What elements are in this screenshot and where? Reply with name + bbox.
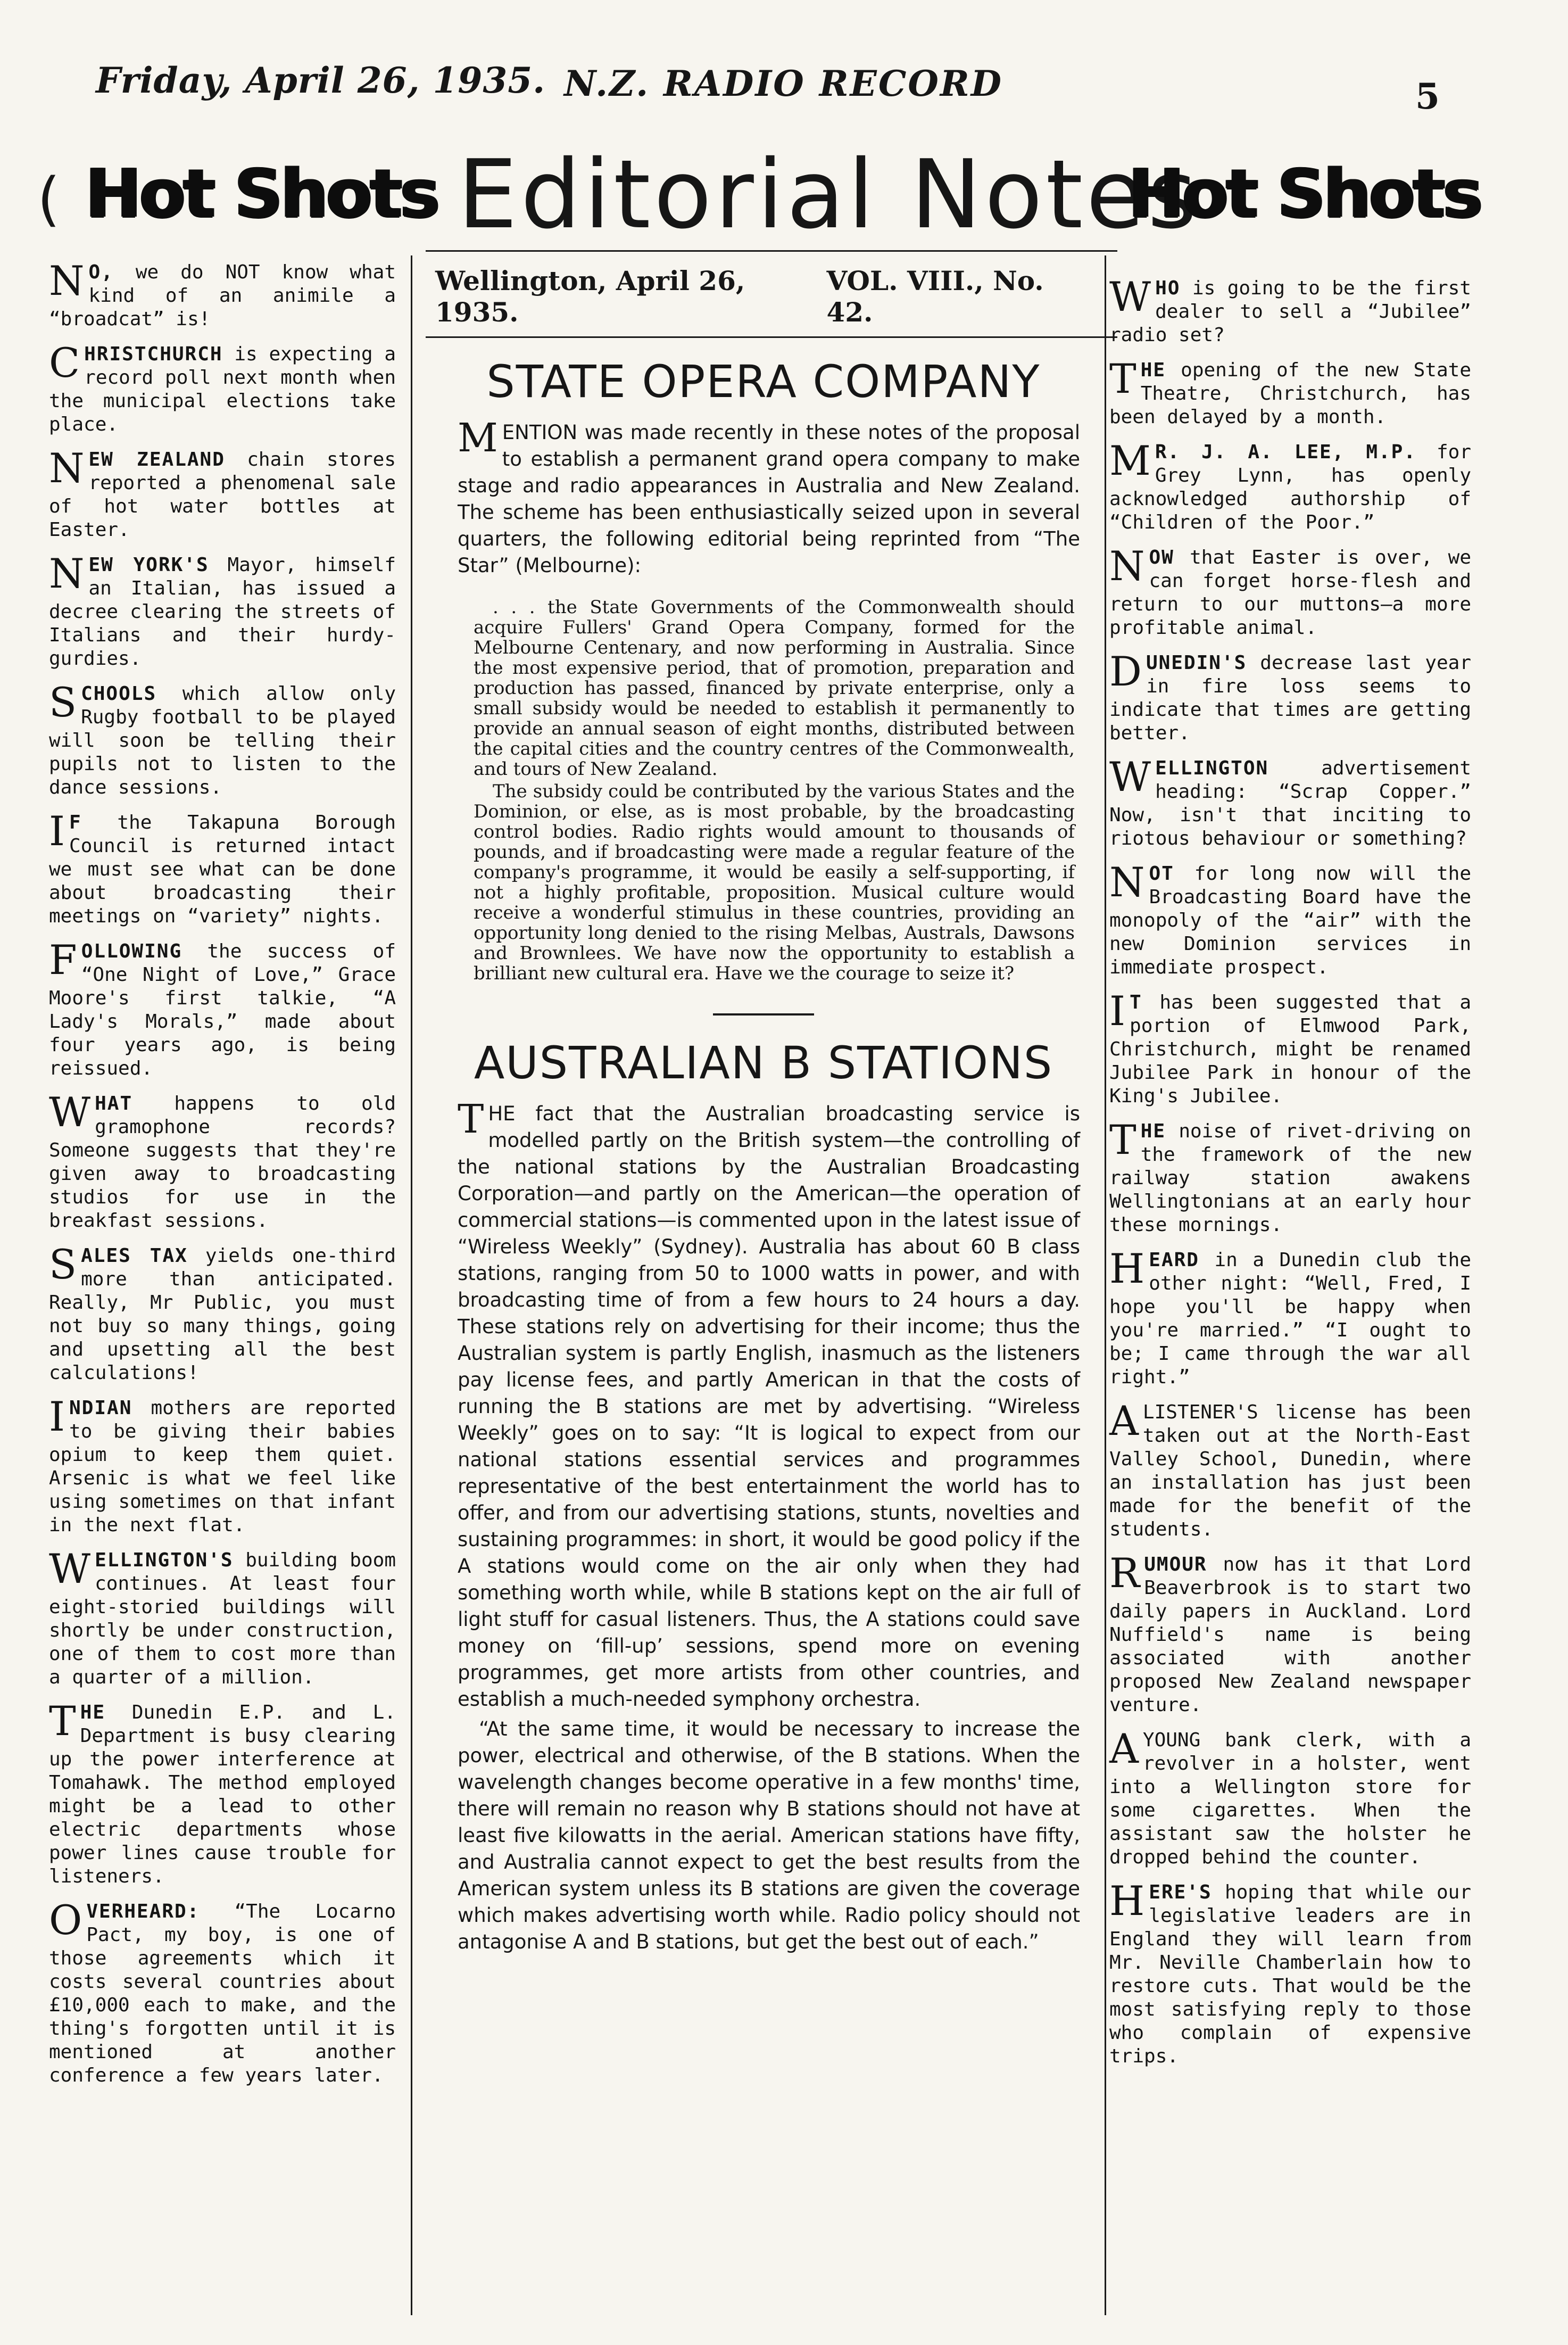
item-text: building boom continues. At least four eight-storied buildings will shortly be under construction, one of them to cost more than a quarter of a million. — [49, 1549, 396, 1688]
item-text: which allow only Rugby football to be played will soon be telling their pupils not to listen to the dance sessions. — [49, 683, 396, 798]
article-text: HE fact that the Australian broadcasting service is modelled partly on the British system—the controlling of the national stations by the Australian Broadcasting Corporation—and partly on the American—the operation of commercial stations—is commented upon in the latest issue of “Wireless Weekly” (Sydney). Australia has about 60 B class stations, ranging from 50 to 1000 watts in power, and with broadcasting time of from a few hours to 24 hours a day. These stations rely on advertising for their income; thus the Australian system is partly English, inasmuch as the listeners pay license fees, and partly American in that the costs of running the B stations are met by advertising. “Wireless Weekly” goes on to say: “It is logical to expect from our national stations essential services and programmes representative of the best entertainment the world has to offer, and from our advertising stations, stunts, novelties and sustaining programmes: in short, it would be good policy if the A stations would come on the air only when they had something worth while, while B stations kept on the air full of light stuff for casual listeners. Thus, the A stations could save money on ‘fill-up’ sessions, spend more on evening programmes, get more artists from other countries, and establish a much-needed symphony orchestra. — [458, 1102, 1080, 1711]
drop-cap: T — [49, 1697, 76, 1745]
item-text: has been suggested that a portion of Elmwood Park, Christchurch, might be renamed Jubilee Park in honour of the King's Jubilee. — [1109, 992, 1471, 1107]
hot-shots-left-column — [49, 257, 396, 2099]
quote-paragraph: . . . the State Governments of the Commonwealth should acquire Fullers' Grand Opera Company, formed for the Melbourne Centenary, and now performing in Australia. Since the most expensive period, that of promotion, preparation and production has passed, financed by private enterprise, only a small subsidy would be needed to establish it permanently to provide an annual season of eight months, distributed between the capital cities and the country centres of the Commonwealth, and tours of New Zealand. — [474, 597, 1075, 780]
editorial-center-column — [426, 261, 1101, 1959]
item-text: Mayor, himself an Italian, has issued a decree clearing the streets of Italians and their hurdy-gurdies. — [49, 554, 396, 670]
news-item — [49, 1088, 396, 1233]
news-item — [1109, 1877, 1471, 2068]
news-item — [1109, 648, 1471, 745]
item-text: noise of rivet-driving on the framework of the new railway station awakens Wellingtonians at an early hour these mornings. — [1109, 1120, 1471, 1236]
article-paragraph — [458, 1096, 1080, 1713]
item-text: hoping that while our legislative leaders are in England they will learn from Mr. Neville Chamberlain how to restore cuts. That would be the most satisfying reply to those who complain of expensive trips. — [1109, 1881, 1471, 2067]
news-item — [1109, 1725, 1471, 1869]
article-state-opera-intro — [426, 415, 1101, 579]
right-column-rule — [1105, 255, 1106, 2315]
item-lead-word: UNEDIN'S — [1146, 652, 1247, 674]
item-lead-word: ELLINGTON'S — [95, 1549, 234, 1571]
drop-cap: S — [49, 1241, 77, 1288]
item-lead-word: HE — [1140, 1120, 1166, 1142]
news-item — [1109, 355, 1471, 429]
drop-cap: D — [1109, 648, 1142, 695]
news-item — [49, 1545, 396, 1689]
news-item — [49, 679, 396, 799]
drop-cap: M — [458, 415, 498, 461]
news-item — [1109, 858, 1471, 979]
dateline-volume: VOL. VIII., No. 42. — [826, 265, 1044, 328]
item-text: is expecting a record poll next month when the municipal elections take place. — [49, 343, 396, 435]
item-text: in a Dunedin club the other night: “Well, Fred, I hope you'll be happy when you're married.” “I ought to be; I came through the war all right.” — [1109, 1249, 1471, 1388]
drop-cap: W — [1109, 273, 1151, 320]
item-lead-word: UMOUR — [1144, 1554, 1207, 1575]
item-lead-word: O, — [88, 261, 114, 283]
item-text: advertisement heading: “Scrap Copper.” Now, isn't that inciting to riotous behaviour or something? — [1109, 757, 1471, 849]
drop-cap: T — [458, 1096, 484, 1142]
news-item — [49, 444, 396, 542]
item-text: YOUNG bank clerk, with a revolver in a holster, went into a Wellington store for some cigarettes. When the assistant saw the holster he dropped behind the counter. — [1109, 1729, 1471, 1868]
item-lead-word: OLLOWING — [81, 940, 182, 962]
item-lead-word: ERE'S — [1149, 1881, 1212, 1903]
item-lead-word: HRISTCHURCH — [84, 343, 223, 365]
news-item — [1109, 1549, 1471, 1717]
news-item — [49, 1896, 396, 2087]
running-header — [0, 49, 1568, 129]
drop-cap: I — [49, 807, 65, 855]
drop-cap: T — [1109, 355, 1136, 402]
page-number: 5 — [1415, 76, 1440, 117]
item-text: chain stores reported a phenomenal sale of hot water bottles at Easter. — [49, 449, 396, 541]
item-text: is going to be the first dealer to sell a “Jubilee” radio set? — [1109, 277, 1471, 346]
drop-cap: H — [1109, 1245, 1145, 1292]
item-text: yields one-third more than anticipated. Really, Mr Public, you must not buy so many things, going and upsetting all the best calculations! — [49, 1245, 396, 1384]
item-text: the success of “One Night of Love,” Grace Moore's first talkie, “A Lady's Morals,” made about four years ago, is being reissued. — [49, 940, 396, 1079]
drop-cap: N — [1109, 858, 1145, 906]
item-text: decrease last year in fire loss seems to indicate that times are getting better. — [1109, 652, 1471, 744]
item-text: for Grey Lynn, has openly acknowledged authorship of “Children of the Poor.” — [1109, 441, 1471, 533]
item-lead-word: HAT — [95, 1093, 133, 1114]
drop-cap: A — [1109, 1725, 1139, 1772]
drop-cap: N — [49, 257, 85, 304]
news-item — [49, 936, 396, 1080]
item-text: happens to old gramophone records? Someone suggests that they're given away to broadcasting studios for use in the breakfast sessions. — [49, 1093, 396, 1232]
item-lead-word: EW YORK'S — [88, 554, 209, 576]
item-lead-word: R. J. A. LEE, M.P. — [1155, 441, 1417, 463]
drop-cap: F — [49, 936, 77, 984]
item-lead-word: OW — [1149, 547, 1174, 568]
drop-cap: S — [49, 679, 77, 726]
item-text: the Takapuna Borough Council is returned intact we must see what can be done about broadcasting their meetings on “variety” nights. — [49, 812, 396, 927]
news-item — [1109, 987, 1471, 1108]
drop-cap: W — [49, 1088, 91, 1136]
hot-shots-banner-right: Hot Shots — [1128, 154, 1481, 233]
news-item — [49, 807, 396, 928]
drop-cap: C — [49, 339, 80, 386]
article-paragraph: “At the same time, it would be necessary to increase the power, electrical and otherwise, of the B stations. When the wavelength changes become operative in a few months' time, there will remain no reason why B stations should not have at least five kilowatts in the aerial. American stations have fifty, and Australia cannot expect to get the best results from the American system unless its B stations are given the coverage which makes advertising worth while. Radio policy should not antagonise A and B stations, but get the best out of each.” — [458, 1718, 1080, 1953]
drop-cap: W — [1109, 753, 1151, 800]
drop-cap: I — [1109, 987, 1126, 1035]
item-text: now has it that Lord Beaverbrook is to start two daily papers in Auckland. Lord Nuffield's name is being associated with another proposed New Zealand newspaper venture. — [1109, 1554, 1471, 1716]
item-lead-word: ELLINGTON — [1155, 757, 1269, 779]
news-item — [49, 257, 396, 331]
news-item — [1109, 542, 1471, 640]
article-separator-rule — [713, 1013, 814, 1015]
item-text: for long now will the Broadcasting Board have the monopoly of the “air” with the new Dominion services in immediate prospect. — [1109, 863, 1471, 978]
item-text: Dunedin E.P. and L. Department is busy clearing up the power interference at Tomahawk. The method employed might be a lead to other electric departments whose power lines cause trouble for listeners. — [49, 1702, 396, 1887]
news-item — [1109, 437, 1471, 534]
item-lead-word: EARD — [1149, 1249, 1199, 1271]
drop-cap: A — [1109, 1397, 1139, 1444]
item-text: that Easter is over, we can forget horse-flesh and return to our muttons—a more profitable animal. — [1109, 547, 1471, 639]
item-lead-word: ALES TAX — [81, 1245, 188, 1267]
masthead-rule — [426, 250, 1117, 252]
item-lead-word: T — [1130, 992, 1142, 1013]
editorial-notes-title: Editorial Notes — [458, 139, 1200, 250]
item-text: mothers are reported to be giving their babies opium to keep them quiet. Arsenic is what we feel like using sometimes on that infant in the next flat. — [49, 1397, 396, 1536]
item-text: LISTENER'S license has been taken out at the North-East Valley School, Dunedin, where an installation has just been made for the benefit of the students. — [1109, 1401, 1471, 1540]
issue-date: Friday, April 26, 1935. — [96, 60, 546, 101]
item-lead-word: HE — [1140, 359, 1166, 381]
item-lead-word: HO — [1155, 277, 1181, 299]
news-item — [49, 339, 396, 436]
item-lead-word: VERHEARD: — [86, 1901, 200, 1922]
news-item — [1109, 1116, 1471, 1237]
drop-cap: H — [1109, 1877, 1145, 1925]
reprinted-editorial-quote — [426, 597, 1101, 984]
news-item — [1109, 1245, 1471, 1389]
item-lead-word: EW ZEALAND — [88, 449, 225, 470]
item-text: we do NOT know what kind of an animile a “broadcat” is! — [49, 261, 396, 330]
quote-paragraph: The subsidy could be contributed by the various States and the Dominion, or else, as is most probable, by the broadcasting control bodies. Radio rights would amount to thousands of pounds, and if broadcasting were made a regular feature of the company's programme, it would be easily a self-supporting, if not a highly profitable, proposition. Musical culture would receive a wonderful stimulus in these countries, providing an opportunity long denied to the rising Melbas, Australs, Dawsons and Brownlees. We have now the opportunity to establish a brilliant new cultural era. Have we the courage to seize it? — [474, 781, 1075, 984]
item-lead-word: F — [69, 812, 82, 833]
hot-shots-right-column — [1109, 273, 1471, 2080]
article-title-state-opera: STATE OPERA COMPANY — [486, 356, 1041, 408]
drop-cap: O — [49, 1896, 82, 1944]
item-lead-word: CHOOLS — [81, 683, 157, 705]
news-item — [1109, 273, 1471, 347]
drop-cap: N — [49, 444, 85, 492]
drop-cap: W — [49, 1545, 91, 1592]
article-b-stations-body — [426, 1096, 1101, 1955]
dateline-place-date: Wellington, April 26, 1935. — [435, 265, 745, 328]
drop-cap: T — [1109, 1116, 1136, 1163]
drop-cap: I — [49, 1393, 65, 1440]
drop-cap: N — [49, 550, 85, 597]
item-text: opening of the new State Theatre, Christchurch, has been delayed by a month. — [1109, 359, 1471, 428]
item-text: “The Locarno Pact, my boy, is one of those agreements which it costs several countries about £10,000 each to make, and the thing's forgotten until it is mentioned at another conference a few years later. — [49, 1901, 396, 2086]
news-item — [49, 550, 396, 671]
article-text: ENTION was made recently in these notes of the proposal to establish a permanent grand opera company to make stage and radio appearances in Australia and New Zealand. The scheme has been enthusiastically seized upon in several quarters, the following editorial being reprinted from “The Star” (Melbourne): — [458, 421, 1080, 577]
hot-shots-banner-left: Hot Shots — [85, 154, 438, 233]
news-item — [49, 1697, 396, 1888]
news-item — [49, 1393, 396, 1537]
publication-name: N.Z. RADIO RECORD — [564, 63, 1003, 104]
dateline — [426, 261, 1101, 328]
item-lead-word: HE — [80, 1702, 106, 1723]
item-lead-word: OT — [1149, 863, 1174, 885]
article-title-b-stations: AUSTRALIAN B STATIONS — [474, 1037, 1053, 1089]
left-column-rule — [411, 255, 412, 2315]
decorative-brace: ( — [37, 165, 60, 233]
news-item — [49, 1241, 396, 1385]
drop-cap: M — [1109, 437, 1151, 484]
item-lead-word: NDIAN — [69, 1397, 132, 1419]
news-item — [1109, 753, 1471, 851]
drop-cap: R — [1109, 1549, 1140, 1597]
drop-cap: N — [1109, 542, 1145, 590]
news-item — [1109, 1397, 1471, 1541]
